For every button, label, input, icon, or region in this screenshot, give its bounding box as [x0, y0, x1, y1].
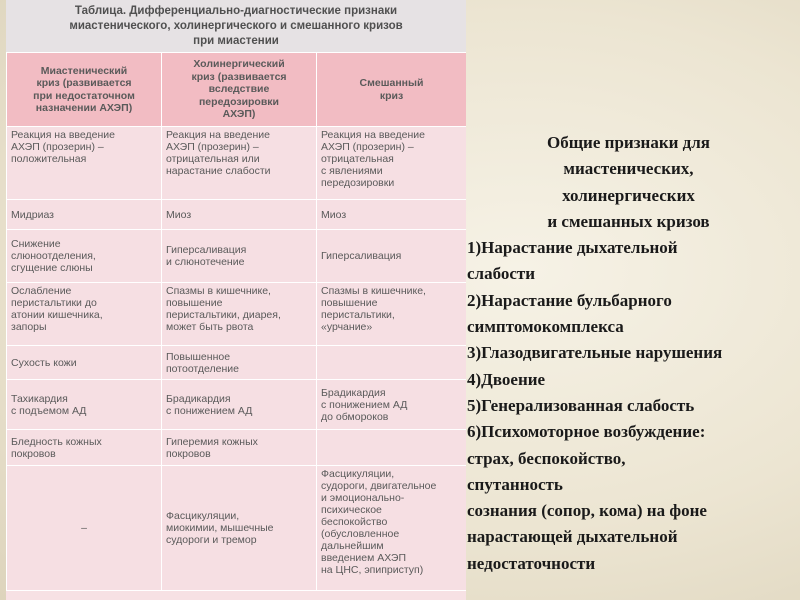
cell-text-line: слюноотделения, [11, 250, 96, 262]
cell-text-line: АХЭП (прозерин) – [11, 141, 104, 153]
common-signs-heading [467, 130, 800, 235]
table-cell [317, 230, 467, 283]
cell-text-line: Спазмы в кишечнике, [321, 285, 426, 297]
summary-line: 5)Генерализованная слабость [467, 395, 695, 415]
table-row [7, 200, 467, 230]
table-cell [7, 127, 162, 200]
table-cell [7, 466, 162, 591]
summary-line: 4)Двоение [467, 369, 546, 389]
table-cell [162, 430, 317, 466]
cell-text-line: перистальтики, [321, 309, 395, 321]
table-row [7, 283, 467, 346]
cell-text-line: повышение [321, 297, 378, 309]
header-mixed-crisis [317, 53, 467, 127]
cell-text-line: запоры [11, 321, 47, 333]
cell-text-line: Гиперемия кожных [166, 435, 258, 448]
table-cell [317, 430, 467, 466]
cell-text-line: до обмороков [321, 410, 389, 423]
summary-line: симптомокомплекса [467, 317, 624, 337]
cell-text-line: миокимии, мышечные [166, 522, 274, 534]
table-row [7, 346, 467, 380]
summary-line: нарастающей дыхательной [467, 527, 678, 547]
cell-text-line: Гиперсаливация [166, 244, 247, 256]
cell-text-line: – [81, 522, 87, 534]
table-row [7, 430, 467, 466]
summary-line: сознания (сопор, кома) на фоне [467, 501, 707, 521]
cell-text-line: покровов [166, 447, 211, 460]
cell-text-line: АХЭП (прозерин) – [166, 141, 259, 153]
cell-text-line: передозировки [198, 95, 280, 108]
table-row [7, 466, 467, 591]
table-cell [317, 466, 467, 591]
cell-text-line: передозировки [321, 177, 395, 189]
heading-line: холинергических [562, 185, 695, 205]
cell-text-line: Фасцикуляции, [321, 468, 395, 480]
summary-line: слабости [467, 264, 536, 284]
table-row [7, 230, 467, 283]
table-cell [317, 200, 467, 230]
cell-text-line: Реакция на введение [11, 129, 115, 141]
table-cell [7, 430, 162, 466]
cell-text-line: отрицательная или [166, 153, 260, 165]
table-cell [7, 380, 162, 430]
cell-text-line: с подъемом АД [11, 404, 87, 417]
table-cell [7, 200, 162, 230]
table-cell [317, 346, 467, 380]
cell-text-line: АХЭП) [222, 108, 256, 121]
cell-text-line: Ослабление [11, 285, 72, 297]
cell-text-line: Спазмы в кишечнике, [166, 285, 271, 297]
table-cell [317, 380, 467, 430]
cell-text-line: Миастенический [40, 64, 128, 77]
cell-text-line: повышение [166, 297, 223, 309]
cell-text-line: Смешанный [359, 77, 424, 89]
cell-text-line: АХЭП (прозерин) – [321, 141, 414, 153]
table-title-line: миастенического, холинергического и смешанного кризов [69, 20, 403, 32]
cell-text-line: Миоз [321, 208, 347, 221]
cell-text-line: Тахикардия [11, 392, 68, 405]
cell-text-line: Сухость кожи [11, 356, 77, 369]
cell-text-line: перистальтики до [11, 297, 97, 309]
cell-text-line: Снижение [11, 238, 61, 250]
cell-text-line: покровов [11, 447, 56, 460]
table-cell [162, 200, 317, 230]
summary-line: 3)Глазодвигательные нарушения [467, 343, 723, 363]
cell-text-line: сгущение слюны [11, 262, 93, 274]
heading-line: и смешанных кризов [547, 211, 710, 231]
summary-line: 1)Нарастание дыхательной [467, 238, 678, 258]
table-cell [162, 230, 317, 283]
cell-text-line: Реакция на введение [166, 129, 270, 141]
cell-text-line: с понижением АД [321, 398, 408, 411]
cell-text-line: судороги, двигательное [321, 480, 437, 492]
table-title-line: при миастении [193, 35, 279, 47]
cell-text-line: и эмоционально- [321, 492, 405, 504]
cell-text-line: отрицательная [321, 153, 394, 165]
cell-text-line: Мидриаз [11, 208, 54, 221]
cell-text-line: дальнейшим [321, 540, 384, 552]
table-cell [162, 346, 317, 380]
summary-line: спутанность [467, 474, 563, 494]
cell-text-line: потоотделение [166, 362, 239, 375]
cell-text-line: криз (развивается [36, 77, 132, 89]
table-cell [317, 127, 467, 200]
header-cholinergic-crisis [162, 53, 317, 127]
cell-text-line: Брадикардия [321, 386, 386, 399]
cell-text-line: вследствие [208, 83, 270, 96]
diagnostic-table-panel [6, 0, 466, 600]
cell-text-line: Брадикардия [166, 392, 231, 405]
table-cell [162, 380, 317, 430]
cell-text-line: психическое [321, 504, 382, 516]
cell-text-line: Повышенное [166, 350, 231, 363]
cell-text-line: с явлениями [321, 165, 383, 177]
table-row [7, 127, 467, 200]
cell-text-line: может быть рвота [166, 321, 254, 333]
cell-text-line: назначении АХЭП) [35, 102, 133, 114]
table-cell [7, 346, 162, 380]
summary-line: 2)Нарастание бульбарного [467, 290, 672, 310]
cell-text-line: нарастание слабости [166, 165, 271, 177]
cell-text-line: атонии кишечника, [11, 309, 103, 321]
cell-text-line: «урчание» [321, 321, 373, 333]
table-cell [317, 283, 467, 346]
table-cell [162, 283, 317, 346]
table-row [7, 380, 467, 430]
summary-line: страх, беспокойство, [467, 448, 626, 468]
cell-text-line: и слюнотечение [166, 256, 245, 268]
cell-text-line: (обусловленное [321, 528, 400, 540]
cell-text-line: Холинергический [193, 58, 285, 71]
heading-line: Общие признаки для [546, 133, 710, 152]
cell-text-line: введением АХЭП [321, 552, 406, 564]
table-title-line: Таблица. Дифференциально-диагностические признаки [74, 5, 398, 17]
cell-text-line: Гиперсаливация [321, 250, 402, 262]
cell-text-line: судороги и тремор [166, 534, 257, 546]
cell-text-line: на ЦНС, эпиприступ) [321, 564, 424, 576]
table-cell [162, 466, 317, 591]
cell-text-line: криз [379, 89, 404, 102]
table-title [6, 0, 466, 52]
heading-line: миастенических, [563, 159, 694, 179]
summary-line: 6)Психомоторное возбуждение: [467, 422, 706, 442]
table-cell [162, 127, 317, 200]
cell-text-line: при недостаточном [33, 89, 135, 102]
cell-text-line: Миоз [166, 208, 192, 221]
cell-text-line: перистальтики, диарея, [166, 309, 281, 321]
cell-text-line: с понижением АД [166, 404, 253, 417]
table-cell [7, 283, 162, 346]
table-header-row [7, 53, 467, 127]
cell-text-line: криз (развивается [191, 70, 287, 83]
cell-text-line: Реакция на введение [321, 129, 425, 141]
header-myasthenic-crisis [7, 53, 162, 127]
summary-line: недостаточности [467, 553, 596, 573]
common-signs-text [467, 130, 800, 577]
differential-table [6, 52, 466, 591]
table-cell [7, 230, 162, 283]
cell-text-line: Фасцикуляции, [166, 510, 240, 522]
cell-text-line: Бледность кожных [11, 435, 102, 448]
cell-text-line: беспокойство [321, 516, 388, 528]
cell-text-line: положительная [11, 153, 87, 165]
